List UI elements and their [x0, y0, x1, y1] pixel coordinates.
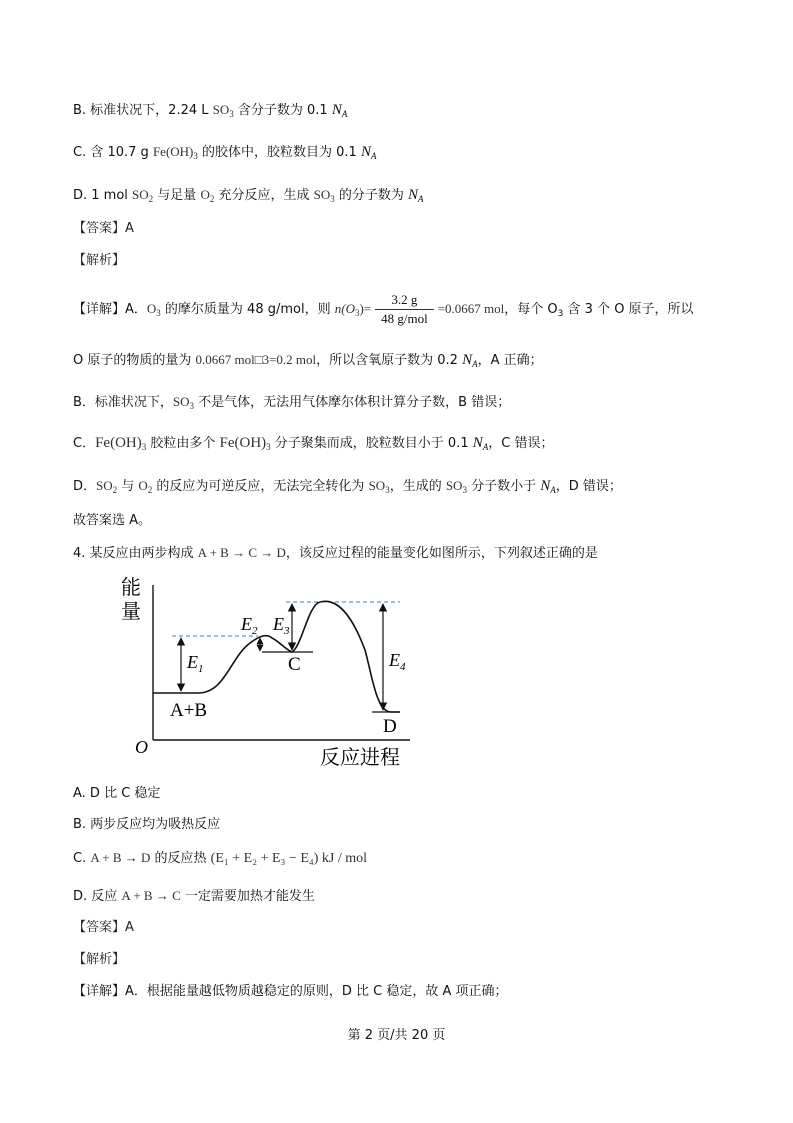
origin-label: O [135, 737, 148, 757]
e2-label: $E_2$ [241, 614, 258, 637]
choice-c: C. A + B → D 的反应热 (E₁ + E₂ + E₃ − E₄) kJ / mol [73, 850, 368, 866]
option-b-line: B. 标准状况下，2.24 L $SO_3$ 含分子数为 0.1 $N_A$ [73, 102, 348, 119]
c-label: C [288, 654, 301, 675]
e4-label: $E_4$ [389, 650, 406, 673]
option-c-line: C. 含 10.7 g $Fe(OH)_3$ 的胶体中，胶粒数目为 0.1 $N_A$ [73, 144, 377, 161]
e1-label: $E_1$ [187, 652, 204, 675]
detail2-a-line: 【详解】A．根据能量越低物质越稳定的原则，D 比 C 稳定，故 A 项正确； [73, 984, 508, 999]
choice-b: B. 两步反应均为吸热反应 [73, 817, 221, 832]
detail-a-line-2: O 原子的物质的量为 0.0667 mol□3=0.2 mol，所以含氧原子数为 0.2 $N_A$，A 正确； [73, 352, 543, 369]
d-label: D [383, 716, 397, 737]
molar-fraction: $\frac{3.2 g}{\text{48 g/mol}}$ [375, 291, 434, 328]
avogadro-symbol: $N_A$ [331, 102, 348, 119]
answer-label: 【答案】A [73, 221, 134, 236]
y-axis-label-2: 量 [121, 599, 141, 623]
choice-a: A. D 比 C 稳定 [73, 786, 161, 801]
analysis-label: 【解析】 [73, 253, 126, 268]
choice-d: D. 反应 A + B → C 一定需要加热才能发生 [73, 888, 315, 904]
answer-label-2: 【答案】A [73, 920, 134, 935]
detail-b-line: B．标准状况下，$SO_3$ 不是气体，无法用气体摩尔体积计算分子数，B 错误； [73, 394, 511, 411]
e3-label: $E_3$ [273, 614, 290, 637]
question-4-stem: 4. 某反应由两步构成 A + B → C → D，该反应过程的能量变化如图所示，下列叙述正确的是 [73, 545, 598, 561]
page-footer: 第 2 页/共 20 页 [347, 1028, 446, 1043]
detail-d-line: D．$SO_2$ 与 $O_2$ 的反应为可逆反应，无法完全转化为 $SO_3$，生成的 $SO_3$ 分子数小于 $N_A$，D 错误； [73, 478, 622, 495]
conclusion-line: 故答案选 A。 [73, 513, 152, 528]
option-d-line: D. 1 mol $SO_2$ 与足量 $O_2$ 充分反应，生成 $SO_3$ 的分子数为 $N_A$ [73, 187, 424, 204]
detail-a-line: 【详解】A．$O_3$ 的摩尔质量为 48 g/mol，则 $n(O_3)=$ $\frac{3.2 g}{\text{48 g/mol}}$ =0.0667 mol，每个 $O_3$ 含 3 个 O 原子，所以 [73, 292, 694, 326]
ab-label: A+B [170, 700, 208, 721]
y-axis-label-1: 能 [121, 575, 141, 599]
x-axis-label: 反应进程 [320, 745, 400, 769]
formula-feoh3: $Fe(OH)_3$ [152, 144, 198, 161]
avogadro-symbol: $N_A$ [360, 144, 377, 161]
energy-diagram [110, 570, 420, 775]
analysis-label-2: 【解析】 [73, 952, 126, 967]
detail-c-line: C．$Fe(OH)_3$ 胶粒由多个 $Fe(OH)_3$ 分子聚集而成，胶粒数目小于 0.1 $N_A$，C 错误； [73, 435, 554, 452]
formula-so3: $SO_3$ [212, 102, 234, 119]
